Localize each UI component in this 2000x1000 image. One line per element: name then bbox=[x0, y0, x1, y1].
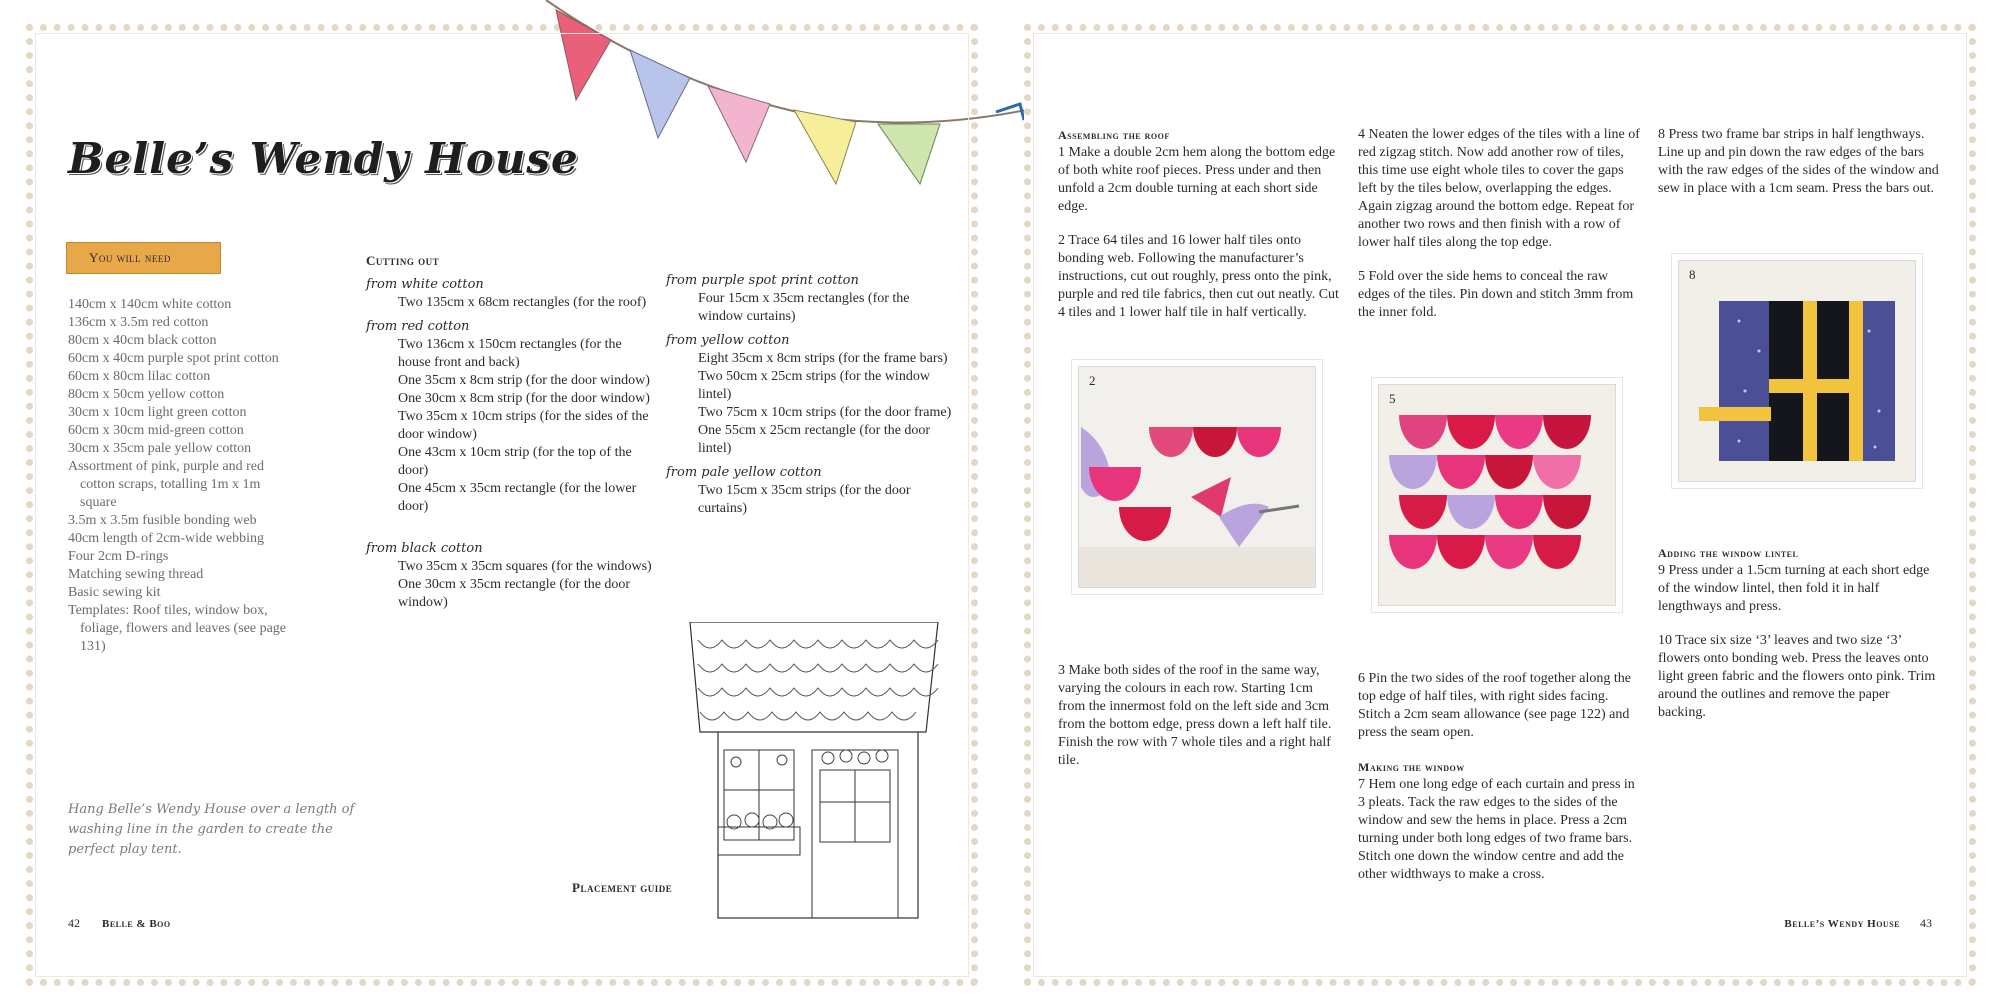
photo-number: 5 bbox=[1389, 391, 1396, 406]
instructions-column-2b bbox=[1358, 670, 1640, 900]
cutting-item: One 43cm x 10cm strip (for the top of the door) bbox=[398, 445, 632, 478]
fabric-subheading: from pale yellow cotton bbox=[666, 465, 822, 480]
page-number: 42 bbox=[68, 916, 80, 930]
cutting-out-heading: Cutting out bbox=[366, 253, 440, 268]
cutting-item: Two 15cm x 35cm strips (for the door curtains) bbox=[698, 483, 911, 516]
instruction-step: 9 Press under a 1.5cm turning at each short edge of the window lintel, then fold it in half lengthways and press. bbox=[1658, 563, 1930, 614]
cutting-column-2 bbox=[666, 272, 956, 518]
fabric-subheading: from black cotton bbox=[366, 541, 483, 556]
cutting-item: Two 75cm x 10cm strips (for the door frame) bbox=[698, 405, 952, 420]
instructions-column-3b bbox=[1658, 544, 1940, 738]
instruction-step: 10 Trace six size ‘3’ leaves and two size ‘3’ flowers onto bonding web. Press the leaves onto light green fabric and the flowers onto pink. Trim around the outlines and remove the paper backing. bbox=[1658, 633, 1936, 720]
page-number: 43 bbox=[1920, 916, 1932, 930]
cutting-item: Four 15cm x 35cm rectangles (for the window curtains) bbox=[698, 291, 910, 324]
step-photo-5 bbox=[1378, 384, 1616, 606]
instructions-column-2 bbox=[1358, 126, 1640, 338]
step-photo-2 bbox=[1078, 366, 1316, 588]
cutting-item: Two 136cm x 150cm rectangles (for the house front and back) bbox=[398, 337, 622, 370]
material-item: 3.5m x 3.5m fusible bonding web bbox=[68, 513, 257, 528]
instructions-column-3 bbox=[1658, 126, 1940, 214]
left-page bbox=[26, 24, 978, 986]
material-item: Templates: Roof tiles, window box, foliage, flowers and leaves (see page 131) bbox=[68, 603, 287, 654]
material-item: 30cm x 35cm pale yellow cotton bbox=[68, 441, 252, 456]
instructions-column-1b bbox=[1058, 662, 1340, 786]
roof-tiles-photo bbox=[1079, 367, 1315, 587]
instruction-step: 5 Fold over the side hems to conceal the raw edges of the tiles. Pin down and stitch 3mm from the inner fold. bbox=[1358, 269, 1634, 320]
roof-tiles-rows-photo bbox=[1379, 385, 1615, 605]
instruction-step: 1 Make a double 2cm hem along the bottom edge of both white roof pieces. Press under and then unfold a 2cm double turning at each short side edge. bbox=[1058, 145, 1336, 214]
running-head: Belle’s Wendy House bbox=[1784, 918, 1900, 930]
right-page bbox=[1024, 24, 1976, 986]
cutting-item: One 30cm x 8cm strip (for the door window) bbox=[398, 391, 650, 406]
photo-number: 2 bbox=[1089, 373, 1096, 388]
fabric-subheading: from yellow cotton bbox=[666, 333, 790, 348]
cutting-item: Two 35cm x 35cm squares (for the windows) bbox=[398, 559, 652, 574]
material-item: Matching sewing thread bbox=[68, 567, 204, 582]
material-item: 136cm x 3.5m red cotton bbox=[68, 315, 209, 330]
material-item: 140cm x 140cm white cotton bbox=[68, 297, 232, 312]
materials-list bbox=[68, 296, 298, 656]
instruction-step: 3 Make both sides of the roof in the same way, varying the colours in each row. Starting 1cm from the innermost fold on the left side and 3cm from the bottom edge, press down a left half tile. Finish the row with 7 whole tiles and a right half tile. bbox=[1058, 663, 1332, 768]
section-heading: Adding the window lintel bbox=[1658, 546, 1799, 560]
material-item: 80cm x 40cm black cotton bbox=[68, 333, 217, 348]
material-item: 60cm x 30cm mid-green cotton bbox=[68, 423, 244, 438]
material-item: Four 2cm D-rings bbox=[68, 549, 169, 564]
instruction-step: 2 Trace 64 tiles and 16 lower half tiles onto bonding web. Following the manufacturer’s instructions, cut out roughly, press onto the pink, purple and red tile fabrics, then cut out neatly. Cut 4 tiles and 1 lower half tile in half vertically. bbox=[1058, 233, 1339, 320]
instructions-column-1 bbox=[1058, 126, 1340, 338]
material-item: 30cm x 10cm light green cotton bbox=[68, 405, 247, 420]
section-heading: Making the window bbox=[1358, 760, 1465, 774]
cutting-item: One 30cm x 35cm rectangle (for the door window) bbox=[398, 577, 631, 610]
step-photo-8 bbox=[1678, 260, 1916, 482]
instruction-step: 7 Hem one long edge of each curtain and press in 3 pleats. Tack the raw edges to the sides of the window and sew the hems in place. Press a 2cm turning under both long edges of two frame bars. Stitch one down the window centre and add the other widthways to make a cross. bbox=[1358, 777, 1635, 882]
photo-number: 8 bbox=[1689, 267, 1696, 282]
fabric-subheading: from purple spot print cotton bbox=[666, 273, 859, 288]
cutting-item: Two 135cm x 68cm rectangles (for the roof) bbox=[398, 295, 647, 310]
fabric-subheading: from red cotton bbox=[366, 319, 470, 334]
cutting-item: One 35cm x 8cm strip (for the door window) bbox=[398, 373, 650, 388]
section-heading: Assembling the roof bbox=[1058, 128, 1170, 142]
instruction-step: 8 Press two frame bar strips in half lengthways. Line up and pin down the raw edges of the bars with the raw edges of the sides of the window and sew in place with a 1cm seam. Press the bars out. bbox=[1658, 127, 1939, 196]
cutting-item: One 45cm x 35cm rectangle (for the lower door) bbox=[398, 481, 637, 514]
page-title: Belle’s Wendy House bbox=[68, 134, 579, 183]
material-item: 60cm x 80cm lilac cotton bbox=[68, 369, 211, 384]
bunting-illustration bbox=[526, 0, 1036, 200]
cutting-item: One 55cm x 25cm rectangle (for the door lintel) bbox=[698, 423, 931, 456]
material-item: Basic sewing kit bbox=[68, 585, 161, 600]
page-footer-right bbox=[1784, 916, 1932, 931]
instruction-step: 4 Neaten the lower edges of the tiles with a line of red zigzag stitch. Now add another row of tiles, this time use eight whole tiles to cover the gaps left by the tiles below, overlapping the edges. Again zigzag around the bottom edge. Repeat for another two rows and then finish with a row of lower half tiles along the top edge. bbox=[1358, 127, 1640, 250]
cutting-item: Eight 35cm x 8cm strips (for the frame bars) bbox=[698, 351, 948, 366]
cutting-column-1 bbox=[366, 252, 656, 612]
window-frame-photo bbox=[1679, 261, 1915, 481]
material-item: Assortment of pink, purple and red cotton scraps, totalling 1m x 1m square bbox=[68, 459, 264, 510]
page-footer-left bbox=[68, 916, 171, 931]
instruction-step: 6 Pin the two sides of the roof together along the top edge of half tiles, with right sides facing. Stitch a 2cm seam allowance (see page 122) and press the seam open. bbox=[1358, 671, 1631, 740]
cutting-item: Two 50cm x 25cm strips (for the window lintel) bbox=[698, 369, 930, 402]
fabric-subheading: from white cotton bbox=[366, 277, 484, 292]
house-placement-guide-drawing bbox=[688, 622, 948, 922]
material-item: 80cm x 50cm yellow cotton bbox=[68, 387, 225, 402]
placement-guide-caption: Placement guide bbox=[572, 880, 673, 895]
you-will-need-label: You will need bbox=[66, 242, 221, 274]
tip-note: Hang Belle’s Wendy House over a length of washing line in the garden to create the perfect play tent. bbox=[68, 802, 355, 857]
cutting-item: Two 35cm x 10cm strips (for the sides of the door window) bbox=[398, 409, 649, 442]
material-item: 60cm x 40cm purple spot print cotton bbox=[68, 351, 279, 366]
material-item: 40cm length of 2cm-wide webbing bbox=[68, 531, 264, 546]
running-head: Belle & Boo bbox=[102, 918, 171, 930]
